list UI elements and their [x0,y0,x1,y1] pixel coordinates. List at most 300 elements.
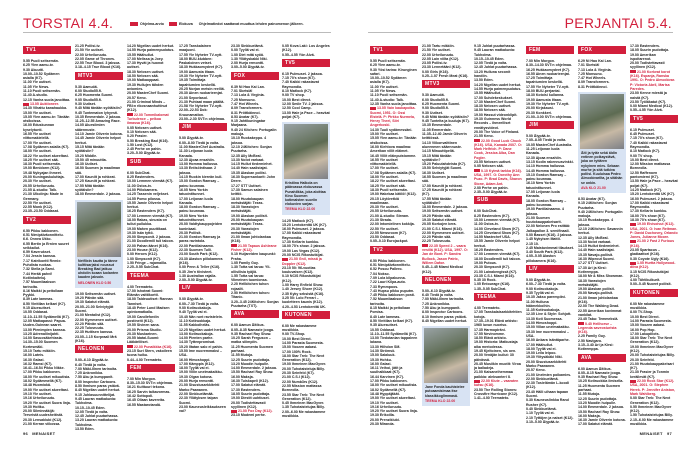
program-listing: 7.43 Hupsu pikku puputm. [370,288,415,293]
program-listing: 22.00 Urheiluruutu. [422,52,455,57]
program-listing: 0.30 Coyote Ugly (K16). [630,256,670,261]
program-listing: 6.00 Me rakastamme musiikkia. [630,301,665,311]
program-listing: 14.00 Emmerdale. 2 jaksoa. [578,405,624,410]
program-listing: 0.10 NCIS Rikostutkijat (K12). [282,274,321,283]
program-listing: 19.10 Yle uutiset. [370,400,399,405]
program-listing: 19.30 Olgan kotona. [179,374,213,379]
program-listing: 0.05 Nelosen uutiset. [127,125,163,130]
program-listing: 7.47 Hot Wheels. [231,101,260,106]
program-listing: 19.48 Nykyajan ihmeet. [23,170,62,175]
program-listing: 2.10 Tyttöjen ja naiset (K12). [526,415,574,420]
program-listing: 22.00 Kymmenen uutiset. [75,317,118,322]
program-listing: 23.30 Alaston piilokamera (K16). [179,256,223,265]
program-listing: 11.25–12.55 Amazing Race. [75,119,121,124]
program-listing: 14.10 Viikonvalttinen alueenmen sääennuste. [422,140,463,149]
program-listing: 0.20 Frasier. [127,134,148,139]
program-listing: 8.16 Maikki ja peitollaan Pyykki. [23,288,64,298]
program-listing: 21.00 Mentalist (K12). [75,313,112,318]
program-listing: 0.10 Huijareiden kaupunki: Praha. [231,252,276,261]
program-listing: 1.55 Totta vai tarua: Viimeinen tuomionsa. [231,273,268,283]
film-listing: 22.00 Good Luck Chuck (K16). USA, Kanada 2007. O: Mark Helfrich. P: Dane Cook, Jessica Alba, Dan Fogler. [474,138,522,160]
divider [23,32,331,33]
program-listing: 10.00 Best Direct. [282,336,312,341]
program-listing: 2.35 Kyky seksistä (K16). [282,291,325,296]
program-listing: 21.25 Poliisi-tv. [75,44,101,48]
program-listing: 15.00 Gordon Ramsay – painu kounnaa. [179,179,220,188]
program-listing: 3.15 NCIS Rikostutkijat (K12). [630,269,669,278]
program-listing: 11.25 Huomenta Suomen parhaat. [231,344,273,353]
program-listing: 18.00 70's show (K7). [630,213,666,218]
program-listing: 19.20 Yle uutiset Suora linja. [370,409,418,414]
program-listing: 12.45 Juhlat puutarhassa. [474,65,518,70]
program-listing: 16.55 Suomen ja maailman sää. [422,175,468,184]
program-listing: 8.05–8.35 Namaste jooga. [231,327,274,332]
program-listing: 21.00 Seporlasol. [179,95,208,100]
program-listing: 16.32 Ramsi (K7). [23,361,53,366]
program-listing: 9.15 Juhlat puutarhassa. [474,44,516,48]
program-listing: 17.30 Kellarin kunkku. [630,209,668,214]
program-listing: 11.05 Emmerdale. [422,127,452,132]
program-listing: 23.35–23.50 Oddasat. [23,209,59,214]
program-listing: 8.09 Transformers. [578,80,610,85]
film-listing: 0.10 Kylmä tarkka (K16). USA, 1997. O: Dorothy Ann Puzo. P: Brad Davis, Sharon Stone, Adam Ant. [474,168,522,186]
magazine-name: MENAISET [32,431,56,436]
program-listing: 12.45 Juhlat puutarhassa. [75,414,119,419]
program-listing: 12.25 Suurin pudottaja. [578,396,618,401]
program-listing: 6.40 Tiedä ja voita. [75,362,107,367]
program-listing: 14.10 Jamie Oliverin kotona. [75,132,123,137]
program-listing: 18.00 Emmerdale. 2 jaksoa. [422,205,468,210]
program-listing: 10.00 Lemmen viemää (K7). [474,217,521,222]
program-listing: 19.00 Alaskan poliisit. [578,287,615,292]
channel-section [474,293,522,401]
program-listing: 12.05 Tiedä ja voita. [75,409,109,414]
program-listing: 22.00 Nelonen Pro esittää: Jalkapallon 3. semifinaali. [526,224,571,233]
program-listing: 18.30 Varastojen metsästäjät. [578,278,606,287]
channel-section [422,276,470,406]
program-listing: 9.15 Jahtikuningatar Marjaana. [231,119,266,128]
program-listing: 22.00 Sinkkuelämää. [179,391,214,396]
program-listing: 1.05 Family Guy. [231,260,259,265]
program-listing: 22.55 True Blood. 3 jaksoa. [75,61,121,66]
program-listing: 9.00 Kotiruokakoja. [526,286,559,291]
photo-feature [422,326,470,406]
program-listing: 8.09 Transformers. [231,106,263,111]
program-listing: 22.50 Yle uutiset. [370,226,399,231]
program-listing: 15.15 Mitä tänään syötäisiin? [75,144,105,154]
program-listing: 6.00–8.00 Tiedä ja voita. [179,140,220,145]
program-listing: 22.00 Pantilainaamo. [179,243,214,248]
legend-film: Elokuva [178,22,193,26]
channel-section [23,216,71,427]
program-listing: 5.00–5.45 Nuoret poliisit. [630,282,672,287]
photo-caption: Äiti ja tytär sekä äidin entinen poikaystävä, joka on tyttären nykyinen mies. Sekaan murhe ja sitä tutkiva poliisi. Kuuluisaa Pedro Almodóvarilta, ja sitähän se onkin. [581,151,623,185]
channel-section [474,44,522,194]
program-listing: 0.00 Heroes (K12). [127,252,158,257]
program-listing: 16.00 Pulmuset. 2 jaksoa. [282,227,325,232]
program-listing: 17.00 Kauniit ja rohkeat. [75,175,116,180]
program-listing: 20.00 Huutokaupan metsästäjät: Texas. [231,217,264,227]
program-listing: 7.04 Jessin kanssa. [23,254,56,259]
program-listing: 23.55 Star Trek: The Next Generation (K12). [282,392,325,401]
film-listing: 22.00 Tommikalomat Turbulence – pelkoa ilmassa (K16). [127,113,175,126]
film-listing: 0.40 Hellhorse – Legenda saveosturista (K16). [578,322,626,335]
program-listing: 8.10 Matlock (K7). [630,149,660,154]
program-listing: 11.00 Hulluna häämekkoihin. [526,299,551,308]
program-listing: 15.35 Alaskan poliisi. [231,170,267,175]
program-listing: 6.50 Pikku kakkonen. [370,258,406,263]
channel-section [578,46,626,193]
program-listing: 19.00 Diestit uuhtiuset. [231,396,270,401]
program-listing: 22.35 Huttisen kanssa. [75,330,114,335]
program-listing: 14.00 Emmerdale. 2 jaksoa. [231,366,277,371]
program-listing: 19.20 Päivän sää. [75,296,105,301]
program-listing: 11.00 Ostos-tv. [127,183,152,188]
channel-section [282,219,330,309]
program-listing: 7.50 Aku ja kumppanit. [75,375,114,380]
program-listing: 10.10 Ruokakeppo. 4 jaksoa. [231,136,267,145]
program-listing: 23.00 House (K12). [127,248,159,253]
program-listing: 22.00 Intomielinen kokkija. [370,222,415,227]
program-listing: 23.00 South Park (K12). [179,252,219,257]
program-listing: 17.00 100% Rock. [282,349,312,354]
program-listing: 16.00 Pulmuset. 2 jaksoa. [630,196,673,201]
program-listing: 23.30 Lennetäänl (K12). [422,65,462,70]
channel-header: LIV [526,265,574,273]
program-listing: 6.00 SubChat. [127,170,151,175]
program-listing: 19.00 Ihmeinen MacGyver. [282,362,327,367]
photo-credit: AVA KLO 21.00 [581,185,606,190]
listing-column [578,44,626,427]
program-listing: 2.00–5.00 Äiypää-tv. [179,278,213,283]
program-listing: 17.00 Kaikki rakastavat Raymondia. [630,200,669,210]
program-listing: 15.30 Ime nuoremmaksi – USA. [526,329,569,338]
program-listing: 11.35 Kotiruokakoja. [526,308,561,313]
channel-section [422,44,470,78]
program-listing: 1.10 Tyyliä vai ei. [526,411,555,416]
program-listing: 17.05 Leijonan luola Kanada. [526,190,560,199]
program-listing: 14.00 Parasta Suomesta. [282,341,324,345]
program-listing: 23.40 Hälli ulhaan tapaan Suomi. [526,389,569,399]
program-listing: 22.55 Amerikan kovimmat vankilat. [578,308,622,317]
program-listing: 15.30 Hohku. [370,357,392,362]
program-listing: 22.20 Päivän sää. [422,235,452,240]
program-listing: 2.15 10. [526,241,539,246]
program-listing: 12.10 24Kitchen: Sonjan Puutarha. [231,144,272,154]
program-listing: 17.00 Salatut elämät. [231,383,266,388]
program-listing: 17.00 Suhdekeskukset. [474,95,513,100]
program-listing: 20.00 Kirjakausi. [526,106,554,111]
program-listing: 14.30–15.00 Suomen Kortesmäki. [23,340,58,349]
program-listing: 5.30 Aamuöä. [422,93,445,98]
channel-section [231,310,279,418]
channel-header: FEM [127,364,175,372]
program-listing: 13.50 Eden. [75,427,95,432]
program-listing: 15.50 45 minuuttia. [75,157,107,162]
program-listing: 13.30 Hiihdon SM. [370,344,401,349]
channel-header: SUB [127,158,175,166]
page-number: 96 [23,431,29,436]
program-listing: 13.00 Tiedotanian tappaleen lakana. [370,336,418,345]
program-listing: 18.30 Puoli seitsemän. [23,162,61,167]
program-listing: 17.27 STT Uutiset. [231,183,262,188]
program-listing: 19.45 Kjeltoinen, sis oen. [474,349,517,353]
program-listing: 7.17 Katrikontti Remix: Puhdista ruokaa. [23,258,62,268]
program-listing: 23.05–1.15 Korpraali Mrä (K16). [75,334,117,343]
program-listing: 22.30 Tosielämän L-koodi (K12). [526,381,569,390]
program-listing: 19.30 Guinness World Records – ihmeelliset ennätysvideot. [474,117,511,130]
program-listing: 9.45 Lauran matkakuvia: Tukholma. [75,396,117,406]
program-listing: 22.20 Päivän sää. [75,321,105,326]
channel-section [630,289,678,427]
listing-column [370,44,418,426]
program-listing: 16.00 Pop Hop. [630,327,656,332]
program-listing: 5.30 Aamuöä. [75,84,98,89]
program-listing: 16.50 Suomen ja maailman sää. [75,166,121,175]
channel-section [179,123,227,282]
program-listing: 12.50 Raffenoen pantomiemi (K7). [630,170,659,180]
program-listing: 8.31 Pröttkäinnoi. [231,110,261,115]
program-listing: 9.35 Rachael Ray Show. [231,331,272,336]
program-listing: 15.15 Mitä tänään syötäisiin? [422,153,452,162]
program-listing: 8.10 Ihmisen paras ystävä. [422,314,467,319]
program-listing: 21.00–3.00 SVT:n ohjelmaa. [526,114,572,119]
program-listing: 15.05 Ylen aamu-tv: Tänään otsikoissa. [370,136,417,145]
program-listing: 18.00 Yle uutiset. [370,175,399,180]
program-listing: 22.50 Yle uutiset. [23,200,52,205]
program-listing: 19.20 Päivän sää. [422,213,452,218]
program-listing: 9.15 Aluesuitset. [23,306,51,311]
program-listing: 5.00 Äiypää-tv. [179,136,204,141]
program-listing: 18.00 Star Trek: The Next Generation (K12). [282,353,325,363]
program-listing: 20.05–21.00 Selviytyjät Suomi. [75,304,114,313]
program-listing: 17.05 Tanskalaisarkkitehtien kotoja. [474,310,522,319]
program-listing: 22.00 The Walking Dead. [578,304,620,309]
channel-header: SUB [474,196,522,204]
program-listing: 14.00 Himoshoppi. [526,321,558,326]
program-listing: 10.00 Best Direct. [630,314,660,319]
program-listing: 16.00 Ankara isäntäparhe. [526,338,570,343]
program-listing: 18.30 Hukkaomydeet (K7). [179,65,223,70]
legend-rating: Ohjelma-arvio [140,22,164,26]
program-listing: 19.00 Yle uutiset alueeltasi. [370,396,416,401]
program-listing: 7.00 Min Morgon. [127,376,156,381]
program-listing: 12.50 Cool Camp. [282,106,312,111]
program-listing: 0.00 Girls (K16). [422,69,449,74]
program-listing: 6.40 Tiedä ja voita. [422,293,454,298]
channel-header: TEEMA [474,293,522,301]
program-listing: 7.00 Mäki-Ilinen tarinoita. [75,366,118,371]
film-listing: 1.05 Hurtta Hollywood-diiva (K12). [630,261,678,270]
program-listing: 20.57 Keno. [127,95,147,100]
program-listing: 9.30 Uutiset. [75,101,96,106]
program-listing: 14.30 Tuuli sydämessäni. [370,127,413,132]
program-listing: 9.40 Mitä tänään syötäisiin? [75,106,122,111]
program-listing: 21.50 Yle uutiset. [75,48,104,53]
program-listing: 22.25 Tulosruutu. [75,326,105,331]
program-listing: 16.05 New Yorkin tatuointitunnet. [179,187,208,197]
channel-section [127,158,175,270]
program-listing: 13.20 Lauran matkakuvia: Tukholma. [75,418,119,427]
program-listing: 18.00 70's show. 2 jaksoa. [282,244,326,249]
program-listing: 16.45 Villit eläinpuistomme. [370,153,417,158]
program-listing: 18.00 Yle uutiset mikuutisia. [23,374,71,379]
program-listing: 21.00 C.S.I. Miami (K16). [422,226,463,231]
photo-feature [282,122,330,214]
program-listing: 0.00 Penn & Teller (K16). [179,265,221,270]
program-listing: 21.00 A-studio: Stream. [370,213,410,218]
program-listing: 17.35 Harmopiräni. [474,327,506,332]
program-listing: 19.20 Yle uutiset Suora linja. [23,400,71,405]
program-listing: 17.00 Lemmen viemää (K7). [474,252,521,257]
program-listing: 0.35 30 Rock. [474,278,497,283]
program-listing: 6.00–7.30 Tiedä ja voita. [179,301,220,306]
program-listing: 7.50 Aku ja kumppanit. [422,306,461,311]
listing-column [75,44,123,431]
program-listing: 6.15 Pulmuset. [630,127,655,132]
program-listing: 0.55–4.55 Yön Alvä. [282,52,315,57]
program-listing: 17.00 Melissa ja Joey. [127,56,164,61]
program-listing: 15.00 Voozen aabasi. [282,345,318,350]
program-listing: 6.00 Aamun Äitikus. [578,366,612,371]
program-listing: 12.35 Vanha suola janoittaa. [370,101,418,106]
program-listing: 19.10 Yle uutiset. [23,391,52,396]
photo-credit: TEEMA KLO 22.00 [285,207,316,212]
channel-header: MTV3 [75,72,123,80]
photo-caption: Netflixin kautta jo tänne kulttisarjaksi noussut Breaking Bad jatkuu uhdolin koaan luolanten kauden jaksoin. [78,258,119,280]
program-listing: 18.30 Varastojen metsästäjät. [231,205,259,214]
program-listing: 10.00–10.52 Sydämen asialla (K7). [370,76,407,85]
program-listing: 7.32 Stella ja Sami. [23,267,55,272]
channel-header: NELONEN [75,345,123,353]
program-listing: 6.15 Pulmuset. 2 jaksoa. [282,71,323,76]
program-listing: 13.30 Nolot varkaat. [231,157,265,162]
program-listing: 0.00 Basset (K16). 2 jaksoa. [526,232,573,237]
program-listing: 18.00 Emmerdale. 2 jaksoa. [75,192,121,197]
program-listing: 13.20 Muodin huipulle. [231,361,270,366]
program-listing: 16.25 Eastenders (K7). [127,209,165,214]
program-listing: 14.55 Hurja paimenpudotus. [474,86,522,91]
program-listing: 6.25 Huomenta Suomi. [422,101,461,106]
program-listing: 0.35 Jim'n tiivisteet. [179,269,213,274]
program-listing: 6.51 Nimipäiväonnittelu. [23,232,64,237]
program-listing: 11.10 Puoli seitsemän. [370,93,408,98]
channel-header: TEEMA [127,272,175,280]
program-listing: 14.05 Aluesilmien sääennuste. [75,123,105,132]
program-listing: 7.00 Mäki-Ilinen tarinoita. [422,297,465,302]
program-listing: 16.25 Sarvin taikavormas. [127,389,171,394]
program-listing: 15.20 Iltatan salo ei pahin. [179,344,223,349]
program-listing: 11.00 Yle uutiset. [370,84,399,89]
program-listing: 11.00 Yle uutiset. [23,80,52,85]
program-listing: 19.00 Leila leipoo. [526,351,557,356]
program-listing: 12.15 Vanha suola janoittaa. [23,97,71,102]
program-listing: 6.25 Ylen aamu-tv. [370,63,401,68]
program-listing: 17.25 Tanskalainen maajuoni. [179,44,212,53]
program-listing: 8.40 Nigellan uudet herkut. [75,388,121,393]
program-listing: 19.16 Urheiluruutu. [370,404,403,409]
program-listing: 17.25 Kauniit ja rohkeat (K7). [422,187,462,197]
program-listing: 19.00 Amerikan ispoitarenot. [630,52,656,61]
program-listing: 18.50 Nelosen sää. [127,74,159,79]
channel-header: TV1 [23,46,71,54]
program-listing: 1.30 Yllätyskakki Niki. [231,56,268,61]
program-listing: 16.30 Galaxi. [23,357,45,362]
program-photo [424,328,468,383]
program-listing: 2.00 Perhe on pahin. [474,185,509,190]
program-listing: 19.00 Putous. [474,260,497,265]
program-listing: 20.00 Todistettavasti syyllinen (K12). [630,61,665,70]
program-listing: 22.55 Newsroom (K7). [370,230,407,235]
program-listing: 13.25 Adrenaliinijahti. [23,331,60,336]
program-listing: 10.15–10.45 Eden. [75,405,106,410]
program-listing: 18.30 Nelosen uutiset. [474,104,512,109]
program-listing: 18.30 70's show (K7). [630,217,666,222]
program-listing: 23.10 Modemi perhe. [231,413,266,418]
program-listing: 23.15 Suri Stern, vakoileen tuona huiku. [127,349,172,358]
program-listing: 20.30 Seinfeld. [630,357,655,362]
program-listing: 18.48 Huomiokä. [23,383,51,388]
program-listing: 17.00 Ishoteat Suomi: Elämän valttikortti. [127,288,164,298]
channel-header: NELONEN [422,276,470,284]
program-listing: 6.00 Me rakastamme musiikkia. [282,323,317,333]
program-listing: 6.39 Ni Hao Kai Lan. [231,84,265,89]
program-listing: 0.50 Breaking Bad (K16). [127,138,169,143]
program-listing: 6.52 Posou Pallero. [370,267,403,272]
program-listing: 9.30 Akuutti. [23,67,44,72]
program-listing: 17.27 STT Uutiset. [578,261,609,266]
program-listing: 19.30 Hullujen tähden aviomies. [127,82,164,91]
program-listing: 17.08 Sydämen asialla (K7). [23,144,70,149]
program-listing: 0.00 Star Trek: The Next Generation (K12). [630,396,671,405]
film-badge-icon [169,22,177,26]
listing-column [526,44,574,424]
program-listing: 18.30 Nelosen uutiset. [127,69,165,74]
program-listing: 22.00–22.53 Dok: Kruunamation. [179,108,208,117]
channel-header: TV5 [630,115,678,123]
film-listing: 21.00 Fox Day (K12). [231,409,279,413]
channel-section [127,272,175,362]
program-listing: 19.00 Matkaoppaat. [127,78,160,83]
channel-section [231,44,279,70]
program-listing: 16.11 Veihoi, jätit ja suulhaikkaat (K7). [370,366,403,375]
program-listing: 17.55 Nevinomme. [474,331,505,336]
program-listing: 20.00 Hurja remontti. [179,379,215,384]
program-listing: 20.00 Venäjän kuilut: 30 päivässä. [474,353,514,362]
program-listing: 0.05 Nelosen sää. [474,164,504,169]
listing-column [422,44,470,410]
page-number: 97 [666,431,672,436]
program-listing: 15.55 Häähullut. [474,91,502,96]
program-listing: 1.50 Lost (K12). [127,142,154,147]
program-listing: 19.16 Urheiluruutu. [23,396,56,401]
program-listing: 16.00 Lateis. [23,353,45,358]
program-listing: 7.25 Ankronikka. [422,301,451,306]
program-listing: 17.00 Pikku kakkonen. [23,370,61,375]
program-listing: 3.20–5.00 Äiypää-tv. [127,151,161,156]
program-listing: 16.30 Wipeout Suomi. [578,257,615,262]
program-listing: 19.30 Salatut elämät. [422,217,457,222]
program-listing: 19.55 Sivinen sana. [127,323,160,328]
program-listing: 16.55 Yle uutiset viittomakielellä. [370,157,398,167]
program-listing: 18.00 Rakas, sinusta on tullut pullukka. [127,217,168,227]
program-listing: 5.00 Äiypää-tv. [526,134,551,139]
program-listing: 23.50 Työläkatut (K7). [630,99,667,104]
program-listing: 8.00 Inspector Cartoons. [75,379,117,384]
program-listing: 20.00 Prenziklubi. [370,417,400,422]
program-listing: 18.05 Suurin pudottaja. [630,48,670,53]
program-listing: 10.35 Emmerdale. 2 jaksoa. [75,114,121,119]
